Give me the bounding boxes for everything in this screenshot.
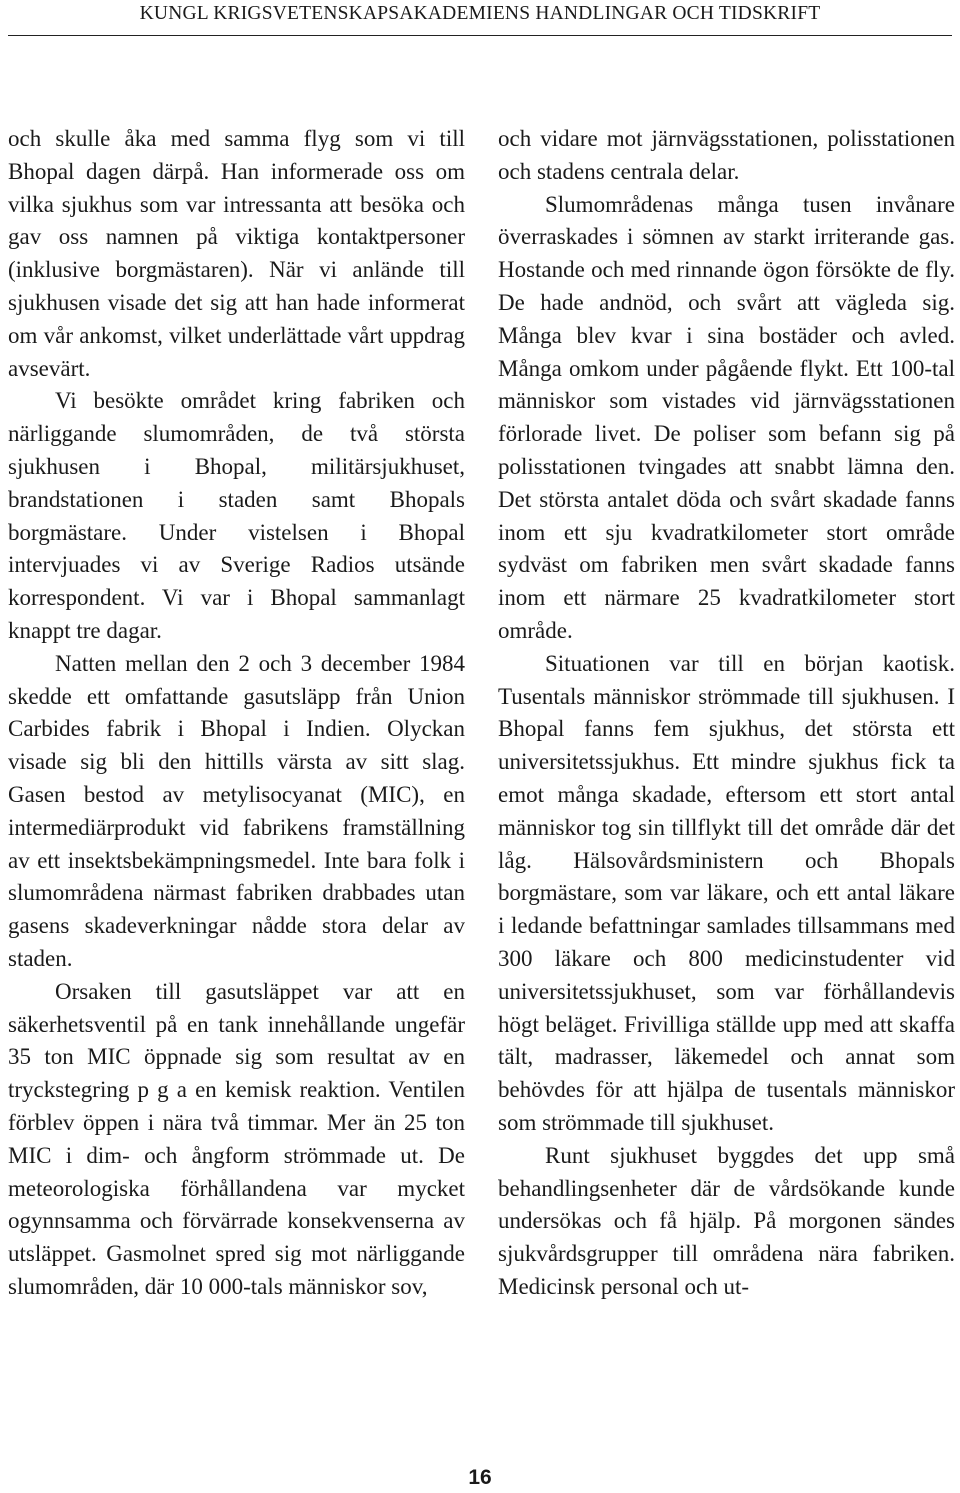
paragraph: Orsaken till gasutsläppet var att en säkerhetsventil på en tank innehållande ungefär 35 ton MIC öppnade sig som resultat av en tryckstegring p g a en kemisk reaktion. Ventilen förblev öppen i nära två timmar. Mer än 25 ton MIC i dim- och ångform strömmade ut. De meteorologiska förhållandena var mycket ogynnsamma och förvärrade konsekvenserna av utsläppet. Gasmolnet spred sig mot närliggande slumområden, där 10 000-tals människor sov,: [8, 978, 465, 1299]
paragraph: och skulle åka med samma flyg som vi till Bhopal dagen därpå. Han informerade oss om vilka sjukhus som var intressanta att besöka och gav oss namnen på viktiga kontaktpersoner (inklusive borgmästaren). När vi anlände till sjukhusen visade det sig att han hade informerat om vår ankomst, vilket underlättade vårt uppdrag avsevärt.: [8, 126, 465, 381]
left-text-column: [8, 123, 465, 1304]
running-header-title: KUNGL KRIGSVETENSKAPSAKADEMIENS HANDLINGAR OCH TIDSKRIFT: [139, 3, 821, 24]
paragraph: Slumområdenas många tusen invånare överraskades i sömnen av starkt irriterande gas. Hostande och med rinnande ögon försökte de fly. De hade andnöd, och svårt att vägleda sig. Många blev kvar i sina bostäder och avled. Många omkom under pågående flykt. Ett 100-tal människor som vistades vid järnvägsstationen förlorade livet. De poliser som befann sig på polisstationen tvingades att snabbt lämna den. Det största antalet döda och svårt skadade fanns inom ett sju kvadratkilometer stort område sydväst om fabriken men svårt skadade fanns inom ett närmare 25 kvadratkilometer stort område.: [498, 191, 955, 643]
paragraph: Runt sjukhuset byggdes det upp små behandlingsenheter där de vårdsökande kunde undersökas och få hjälp. På morgonen sändes sjukvårdsgrupper till områdena nära fabriken. Medicinsk personal och ut-: [498, 1142, 955, 1299]
page-number: 16: [468, 1466, 492, 1489]
paragraph: och vidare mot järnvägsstationen, polisstationen och stadens centrala delar.: [498, 126, 955, 184]
paragraph: Situationen var till en början kaotisk. Tusentals människor strömmade till sjukhusen. I Bhopal fanns fem sjukhus, det största ett universitetssjukhus. Ett mindre sjukhus fick ta emot många skadade, eftersom ett stort antal människor tog sin tillflykt till det område där det låg. Hälsovårdsministern och Bhopals borgmästare, som var läkare, och ett antal läkare i ledande befattningar samlades tillsammans med 300 läkare och 800 medicinstudenter vid universitetssjukhuset, som var förhållandevis högt beläget. Frivilliga ställde upp med att skaffa tält, madrasser, läkemedel och annat som behövdes för att hjälpa de tusentals människor som strömmade till sjukhuset.: [498, 650, 955, 1135]
paragraph: Natten mellan den 2 och 3 december 1984 skedde ett omfattande gasutsläpp från Union Carbides fabrik i Bhopal i Indien. Olyckan visade sig bli den hittills värsta av sitt slag. Gasen bestod av metylisocyanat (MIC), en intermediärprodukt vid fabrikens framställning av ett insektsbekämpningsmedel. Inte bara folk i slumområdena närmast fabriken drabbades utan gasens skadeverkningar nådde stora delar av staden.: [8, 650, 465, 971]
paragraph: Vi besökte området kring fabriken och närliggande slumområden, de två största sjukhusen i Bhopal, militärsjukhuset, brandstationen i staden samt Bhopals borgmästare. Under vistelsen i Bhopal intervjuades vi av Sverige Radios utsände korrespondent. Vi var i Bhopal sammanlagt knappt tre dagar.: [8, 388, 465, 643]
header-rule: [8, 35, 952, 36]
right-text-column: [498, 123, 955, 1304]
